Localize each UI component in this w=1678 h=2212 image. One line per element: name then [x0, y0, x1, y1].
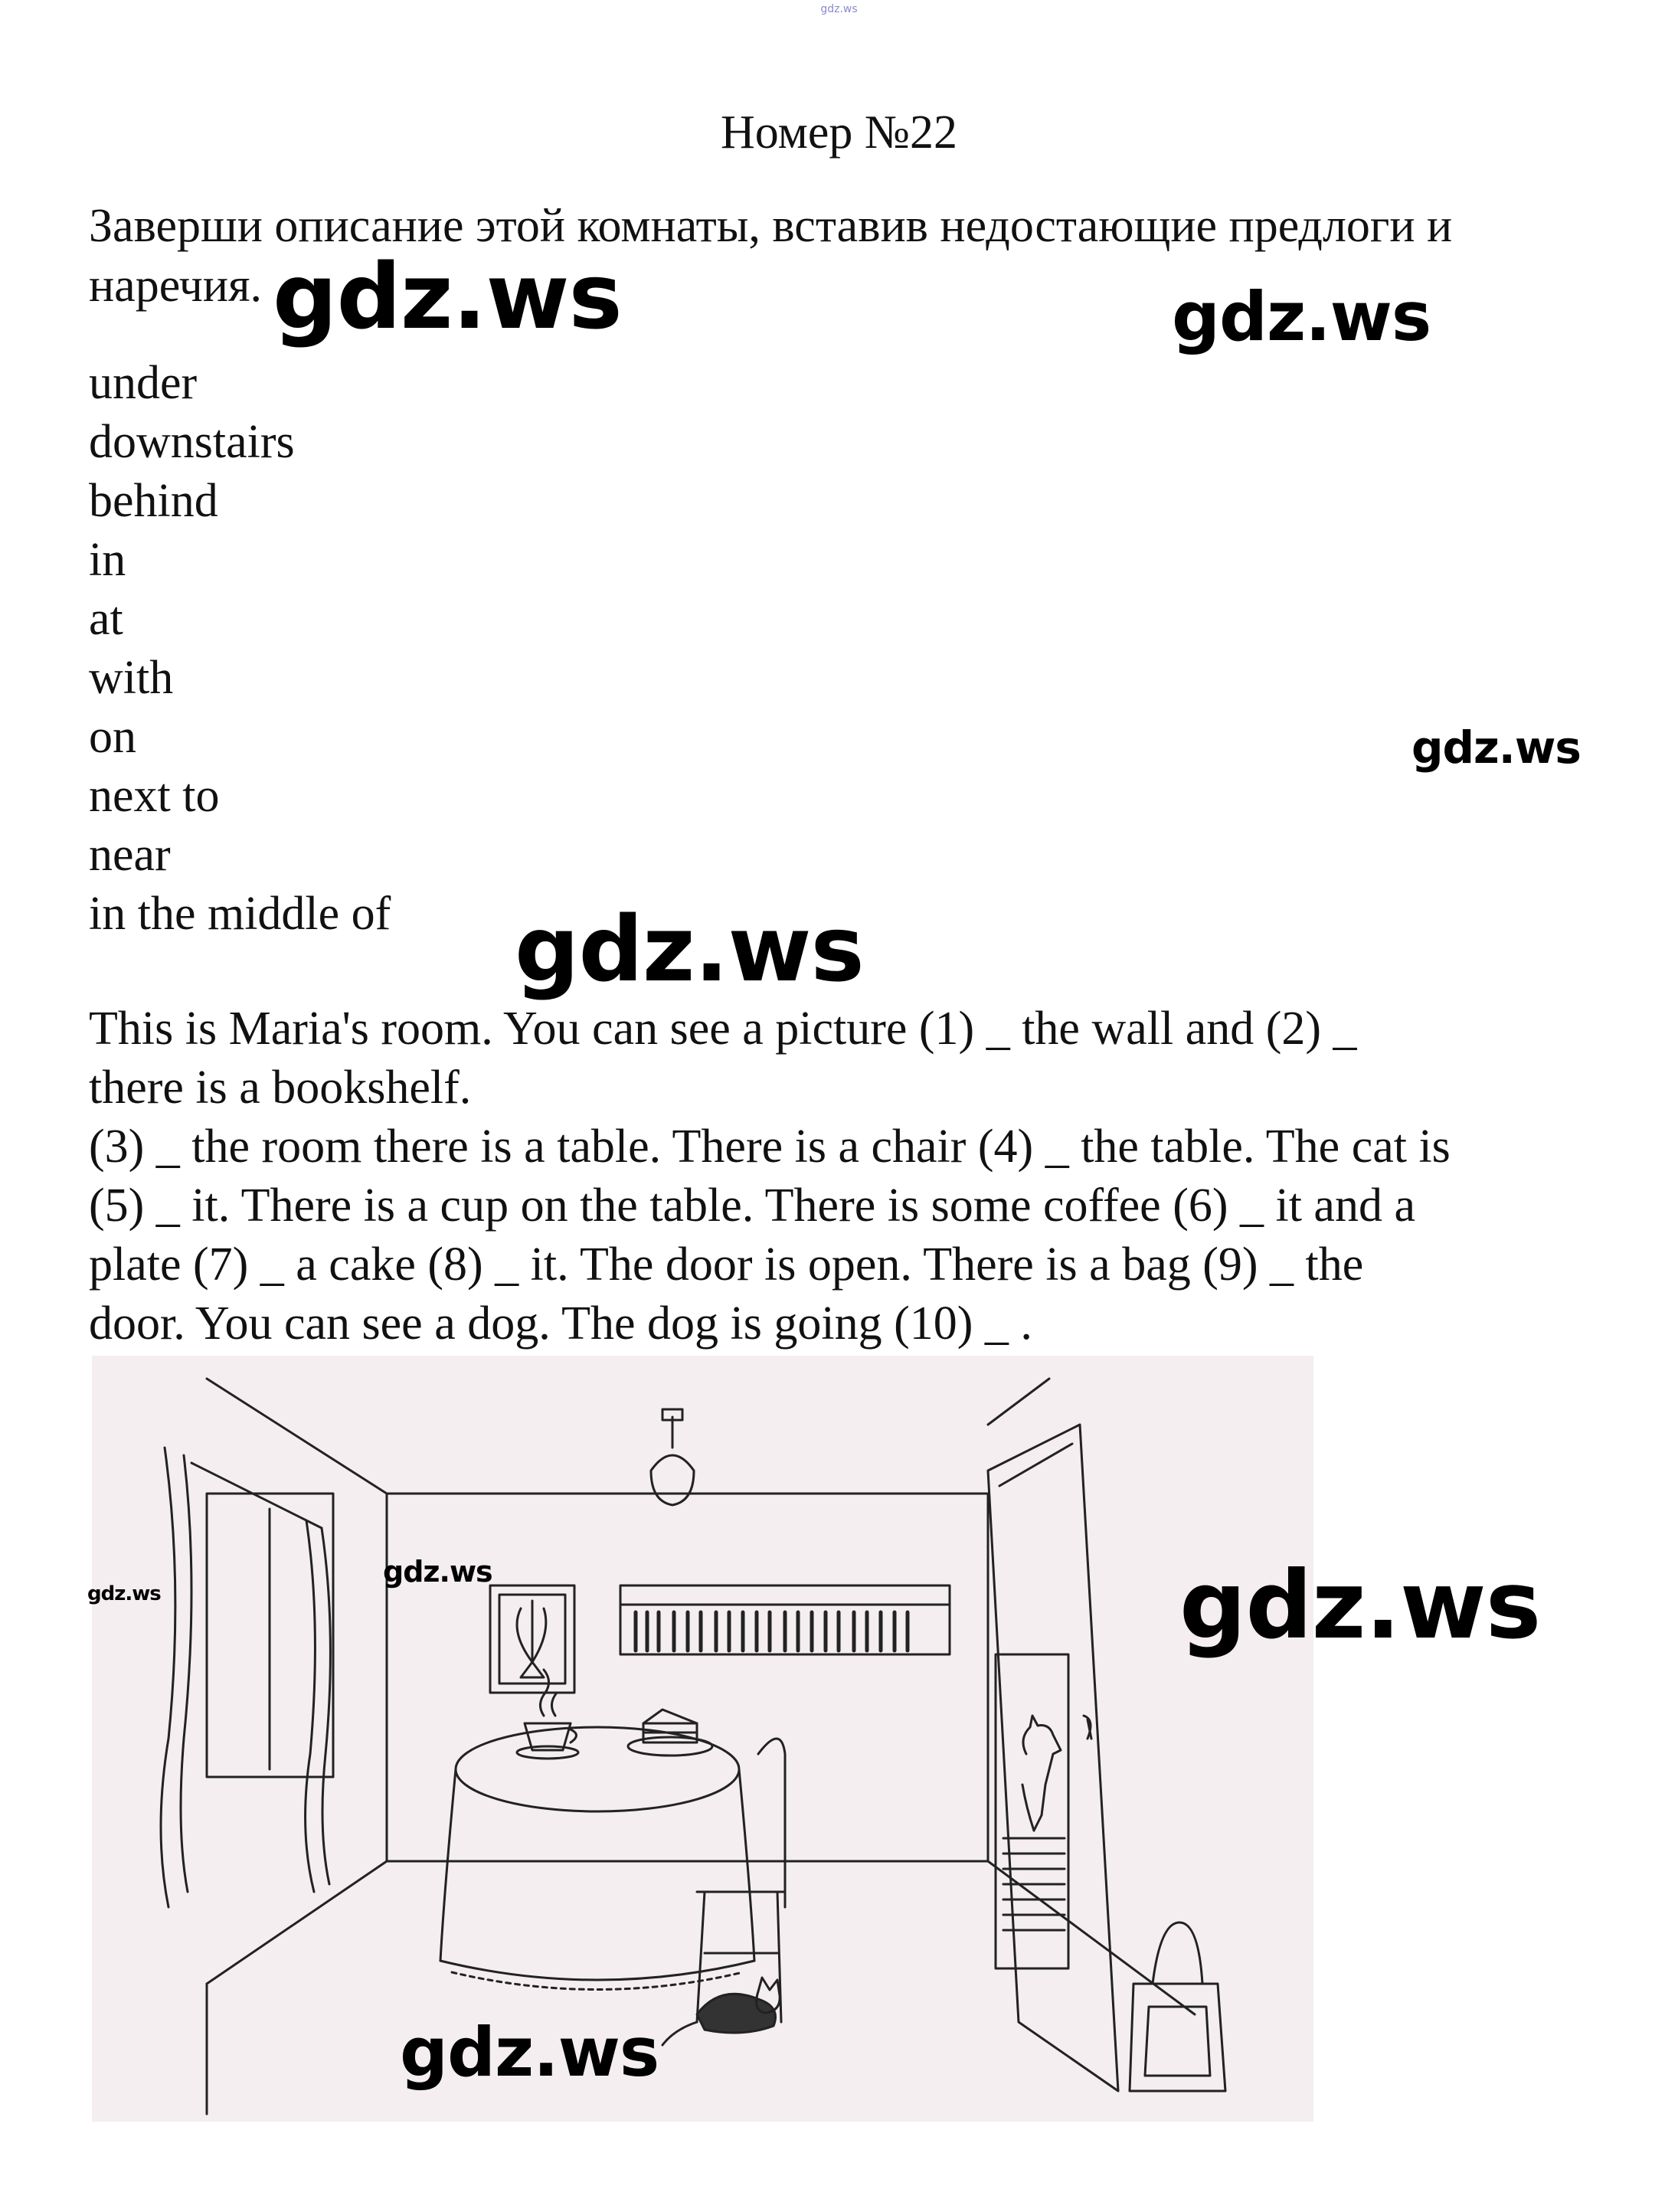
room-walls	[207, 1379, 1195, 2114]
word-list-item: with	[89, 652, 174, 704]
watermark: gdz.ws	[273, 244, 622, 349]
word-list-item: in	[89, 534, 126, 586]
word-list-item: downstairs	[89, 416, 295, 468]
exercise-line: there is a bookshelf.	[89, 1062, 472, 1114]
top-watermark: gdz.ws	[820, 3, 858, 15]
word-list-item: near	[89, 829, 171, 881]
exercise-line: (3) _ the room there is a table. There is a chair (4) _ the table. The cat is	[89, 1121, 1451, 1173]
exercise-line: door. You can see a dog. The dog is going (10) _ .	[89, 1297, 1032, 1350]
wall-picture	[490, 1585, 574, 1693]
cat	[662, 1978, 780, 2045]
watermark: gdz.ws	[515, 896, 864, 1002]
room-illustration	[92, 1356, 1313, 2122]
bookshelf	[620, 1585, 950, 1654]
word-list-item: on	[89, 711, 136, 763]
exercise-line: This is Maria's room. You can see a picture (1) _ the wall and (2) _	[89, 1003, 1357, 1055]
bag	[1130, 1922, 1225, 2091]
page-title: Номер №22	[720, 106, 957, 159]
task-instructions: Заверши описание этой комнаты, вставив недостающие предлоги и наречия.	[89, 200, 1453, 312]
ceiling-lamp	[651, 1409, 694, 1505]
word-list-item: at	[89, 593, 123, 645]
window	[161, 1448, 333, 1907]
table	[440, 1727, 754, 1990]
word-list	[89, 354, 391, 944]
watermark: gdz.ws	[87, 1582, 161, 1605]
watermark: gdz.ws	[400, 2013, 659, 2092]
watermark: gdz.ws	[1179, 1551, 1541, 1660]
exercise-line: plate (7) _ a cake (8) _ it. The door is open. There is a bag (9) _ the	[89, 1239, 1364, 1291]
word-list-item: next to	[89, 770, 220, 822]
word-list-item: under	[89, 357, 198, 409]
exercise-line: (5) _ it. There is a cup on the table. There is some coffee (6) _ it and a	[89, 1180, 1415, 1232]
watermark: gdz.ws	[1172, 277, 1431, 356]
word-list-item: in the middle of	[89, 888, 391, 940]
cake-plate	[628, 1710, 712, 1756]
word-list-item: behind	[89, 475, 218, 527]
watermark: gdz.ws	[1411, 722, 1581, 774]
watermark: gdz.ws	[383, 1555, 492, 1589]
exercise-text	[89, 1000, 1613, 1353]
dog	[1022, 1716, 1061, 1831]
